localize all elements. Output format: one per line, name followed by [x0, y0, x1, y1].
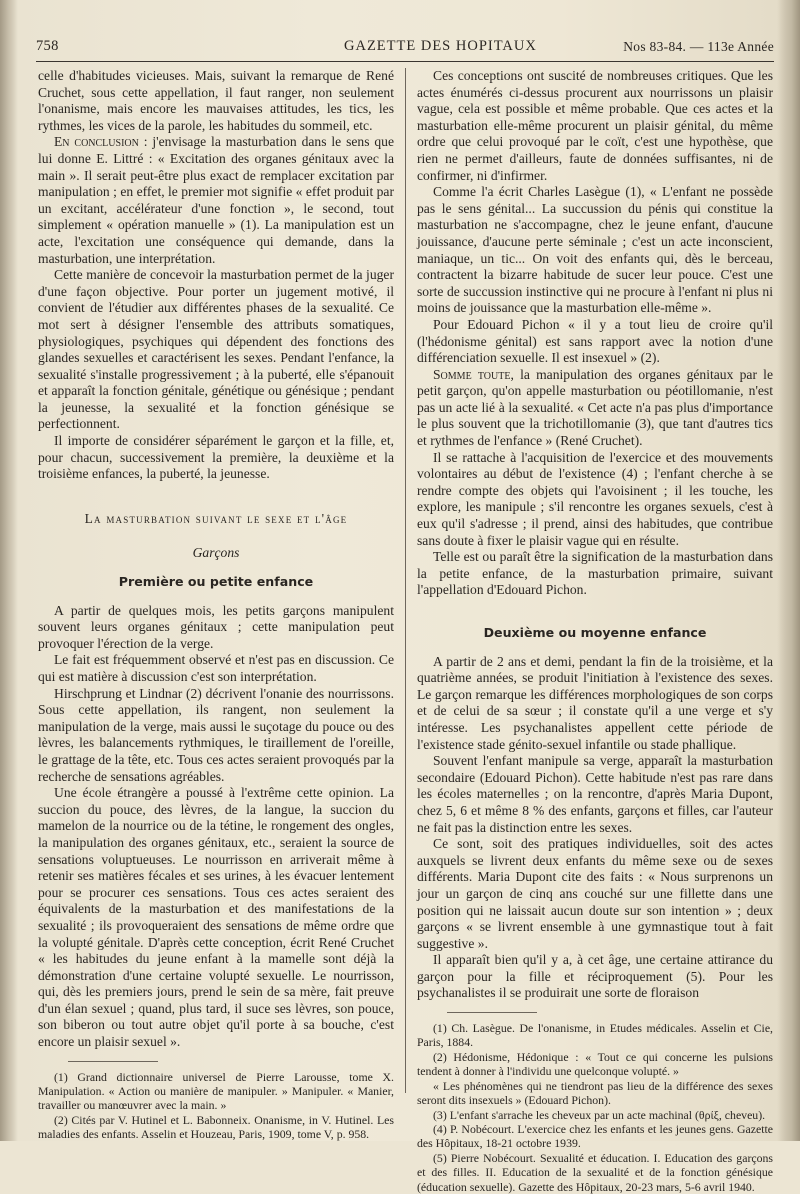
paragraph: Hirschprung et Lindnar (2) décrivent l'onanie des nourrissons. Sous cette appellation, ils rangent, non seulement la manipulation de la verge, mais aussi le suçotage du pouce ou des lèvres, les balancements rythmiques, le tiraillement de l'oreille, le grattage de la tête, etc. Tous ces actes seraient provoqués par la recherche de sensations agréables. — [38, 685, 394, 784]
journal-title: GAZETTE DES HOPITAUX — [344, 38, 537, 54]
subsection-title: Garçons — [192, 545, 240, 561]
paragraph: Telle est ou paraît être la signification de la masturbation dans la petite enfance, de la masturbation primaire, suivant l'appellation d'Edouard Pichon. — [417, 549, 773, 598]
paragraph: Souvent l'enfant manipule sa verge, apparaît la masturbation secondaire (Edouard Pichon). Cette habitude n'est pas rare dans les écoles maternelles ; on la rencontre, d'après Maria Dupont, chez 5, 6 et même 8 % des enfants, garçons et filles, car l'auteur ne fait pas la distinction entre les sexes. — [417, 753, 773, 835]
page-outer-edge — [778, 0, 800, 1141]
footnote-rule — [447, 1012, 537, 1013]
paragraph: Cette manière de concevoir la masturbation permet de la juger d'une façon objective. Pour porter un jugement motivé, il convient de l'étudier aux différentes phases de la sexualité. Ce mot sert à désigner l'ensemble des attributs somatiques, physiologiques, psychiques qui dépendent des fonctions des glandes sexuelles et caractérisent les sexes. Pendant l'enfance, la sexualité s'installe progressivement ; à la puberté, elle s'épanouit et apparaît la fonction génitale, génétique ou génésique ; pendant la jeunesse, la sexualité et la fonction génésique se perfectionnent. — [38, 267, 394, 432]
page-binding-edge — [0, 0, 18, 1141]
paragraph: Pour Edouard Pichon « il y a tout lieu de croire qu'il (l'hédonisme génital) est sans rapport avec la notion d'une différenciation sexuelle. Il est insexuel » (2). — [417, 316, 773, 366]
paragraph: Comme l'a écrit Charles Lasègue (1), « L'enfant ne possède pas le sens génital... La succussion du pénis qui constitue la masturbation ne s'accompagne, chez le jeune enfant, d'aucune jouissance, d'aucune perte séminale ; c'est un acte inconscient, maniaque, un tic... On voit des enfants qui, dès le berceau, contractent la bizarre habitude de sucer leur pouce. C'est une sorte de succussion instinctive qui ne procure à l'enfant ni plus ni moins de jouissance que la masturbation elle-même ». — [417, 184, 773, 316]
page-number: 758 — [36, 38, 59, 54]
footnote: « Les phénomènes qui ne tiendront pas lieu de la différence des sexes seront dits insexuels » (Edouard Pichon). — [417, 1078, 773, 1108]
lead-in: Somme toute — [433, 366, 511, 382]
left-column — [38, 68, 394, 1142]
paragraph: Il se rattache à l'acquisition de l'exercice et des mouvements volontaires au début de l'existence (4) ; l'enfant cherche à se rendre compte des objets qui l'avoisinent ; il les touche, les explore, les manipule ; s'il rencontre les organes sexuels, c'est à eux qu'il s'adresse ; il prend, ainsi des habitudes, que contribue sans doute à fixer le plaisir vague qui en résulte. — [417, 449, 773, 548]
paragraph: A partir de quelques mois, les petits garçons manipulent souvent leurs organes génitaux ; cette manipulation peut provoquer l'érection de la verge. — [38, 602, 394, 651]
footnote: (5) Pierre Nobécourt. Sexualité et éducation. I. Education des garçons et des filles. II. Education de la sexualité et de la fonction génésique (éducation sexuelle). Gazette des Hôpitaux, 20-23 mars, 5-6 avril 1940. — [417, 1150, 773, 1194]
paragraph — [417, 367, 773, 450]
footnote: (1) Grand dictionnaire universel de Pierre Larousse, tome X. Manipulation. « Action ou manière de manipuler. » Manipuler. « Manier, travailler ou manœuvrer avec la main. » — [38, 1069, 394, 1113]
lead-in: En conclusion — [54, 134, 139, 150]
paragraph: Le fait est fréquemment observé et n'est pas en discussion. Ce qui est matière à discussion c'est son interprétation. — [38, 652, 394, 684]
paragraph: Ces conceptions ont suscité de nombreuses critiques. Que les actes énumérés ci-dessus procurent aux nourrissons un plaisir vague, cela est possible et même probable. Que ces actes et la masturbation elle-même procurent un plaisir génital, du même ordre que celui provoqué par le coït, c'est une hypothèse, que rien ne permet d'ailleurs, faute de données suffisantes, ni de confirmer, ni d'infirmer. — [417, 68, 773, 183]
bold-heading: Deuxième ou moyenne enfance — [483, 625, 707, 640]
bold-heading: Première ou petite enfance — [118, 574, 314, 590]
paragraph: Il importe de considérer séparément le garçon et la fille, et, pour chacun, successivement la première, la deuxième et la troisième enfances, la puberté, la jeunesse. — [38, 433, 394, 482]
footnote: (1) Ch. Lasègue. De l'onanisme, in Etudes médicales. Asselin et Cie, Paris, 1884. — [417, 1021, 773, 1050]
paragraph — [38, 134, 394, 267]
issue-info: Nos 83-84. — 113e Année — [623, 39, 774, 54]
footnotes — [38, 1070, 394, 1142]
paragraph: celle d'habitudes vicieuses. Mais, suivant la remarque de René Cruchet, sous cette appellation, il faut ranger, non seulement l'onanisme, mais encore les mauvaises attitudes, les tics, les rythmes, les vices de la parole, les habitudes du sommeil, etc. — [38, 68, 394, 133]
footnote: (2) Hédonisme, Hédonique : « Tout ce qui concerne les pulsions tendent à donner à l'individu une quelconque volupté. » — [417, 1049, 773, 1079]
footnote: (4) P. Nobécourt. L'exercice chez les enfants et les jeunes gens. Gazette des Hôpitaux, 18-21 octobre 1939. — [417, 1121, 773, 1151]
right-column — [417, 68, 773, 1194]
paragraph: Il apparaît bien qu'il y a, à cet âge, une certaine attirance du garçon pour la fille et réciproquement (5). Pour les psychanalistes il se produirait une sorte de floraison — [417, 952, 773, 1001]
paragraph-text: , la manipulation des organes génitaux par le petit garçon, qu'on appelle masturbation ou péotillomanie, n'est pas un acte lié à la sexualité. « Cet acte n'a pas plus d'importance le plus souvent que la trichotillomanie (3), que tant d'autres tics et rythmes de l'enfance » (René Cruchet). — [417, 366, 773, 449]
paragraph: Une école étrangère a poussé à l'extrême cette opinion. La succion du pouce, des lèvres, de la langue, la succion du mamelon de la nourrice ou de la tétine, le rongement des ongles, la manipulation des organes génitaux, etc., seraient la source de sensations voluptueuses. Le nourrisson en arriverait même à retenir ses matières fécales et ses urines, à les évacuer lentement pour se procurer ces sensations. Tous ces actes seraient des équivalents de la masturbation et des manifestations de la sexualité ; ils provoqueraient des sensations de même ordre que la volupté génitale. D'après cette conception, écrit René Cruchet « les habitudes du jeune enfant à la mamelle sont déjà la démonstration d'une certaine volupté sexuelle. Le nourrisson, qui, dès les premiers jours, prend le sein de sa mère, fait preuve d'un élan sexuel ; quand, plus tard, il suce ses lèvres, son pouce, son biberon ou tout autre objet qu'il porte à sa bouche, c'est encore un plaisir sexuel ». — [38, 785, 394, 1050]
paragraph-text: : j'envisage la masturbation dans le sens que lui donne E. Littré : « Excitation des organes génitaux avec la main ». Il serait peut-être plus exact de remplacer excitation par manipulation ; en effet, le premier mot signifie « effet produit par un excitant, accélérateur d'une fonction », le second, tout simplement « opération manuelle » (1). La manipulation est un acte, l'excitation une conséquence qui demande, dans la masturbation, une interprétation. — [38, 134, 394, 266]
footnote: (2) Cités par V. Hutinel et L. Babonneix. Onanisme, in V. Hutinel. Les maladies des enfants. Asselin et Houzeau, Paris, 1909, tome V, p. 958. — [38, 1112, 394, 1142]
paragraph: A partir de 2 ans et demi, pendant la fin de la troisième, et la quatrième années, se produit l'initiation à l'existence des sexes. Le garçon remarque les différences morphologiques de son corps et de celui de sa sœur ; il constate qu'il a une verge et s'y intéresse. Les psychanalistes appellent cette période de l'existence stade génito-sexuel infantile ou stade phallique. — [417, 653, 773, 752]
header-rule — [36, 61, 774, 62]
running-header — [36, 38, 774, 60]
column-divider — [405, 68, 406, 1093]
paragraph: Ce sont, soit des pratiques individuelles, soit des actes auxquels se livrent deux enfants du même sexe ou de sexes différents. Maria Dupont cite des faits : « Nous surprenons un jour un garçon de cinq ans couché sur une fillette dans une position qui ne laissait aucun doute sur son intention » ; deux garçons « se livrent ensemble à une gymnastique tout à fait suggestive ». — [417, 836, 773, 951]
section-title: La masturbation suivant le sexe et l'âge — [84, 510, 348, 526]
footnotes — [417, 1021, 773, 1194]
footnote-rule — [68, 1061, 158, 1062]
footnote: (3) L'enfant s'arrache les cheveux par un acte machinal (θρίξ, cheveu). — [433, 1107, 766, 1122]
